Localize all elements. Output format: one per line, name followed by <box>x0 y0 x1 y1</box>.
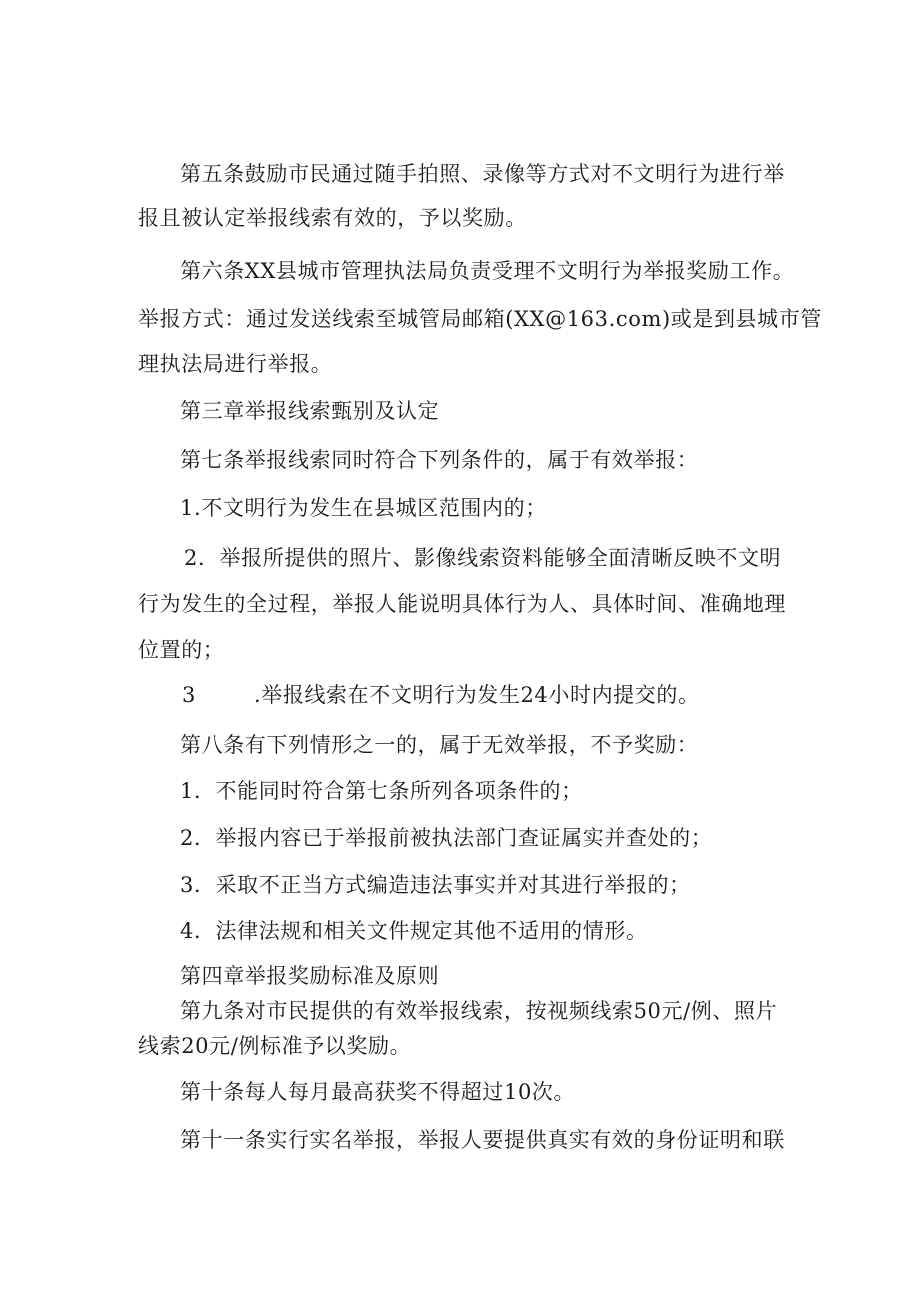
list-item: 1.不文明行为发生在县城区范围内的； <box>180 496 547 520</box>
list-item: 2．举报所提供的照片、影像线索资料能够全面清晰反映不文明 <box>184 546 782 570</box>
list-number: 3 <box>182 683 196 707</box>
paragraph-line: 第十条每人每月最高获奖不得超过10次。 <box>180 1080 576 1104</box>
paragraph-line: 第八条有下列情形之一的，属于无效举报，不予奖励： <box>180 733 699 757</box>
list-item: 2．举报内容已于举报前被执法部门查证属实并查处的； <box>180 826 713 850</box>
list-item-text: .举报线索在不文明行为发生24小时内提交的。 <box>253 683 700 707</box>
paragraph-line: 报且被认定举报线索有效的，予以奖励。 <box>138 206 527 230</box>
paragraph-line: 第七条举报线索同时符合下列条件的，属于有效举报： <box>180 448 699 472</box>
paragraph-line: 第十一条实行实名举报，举报人要提供真实有效的身份证明和联 <box>180 1128 785 1152</box>
paragraph-line: 行为发生的全过程，举报人能说明具体行为人、具体时间、准确地理 <box>138 592 786 616</box>
chapter-heading: 第三章举报线索甄别及认定 <box>180 399 440 423</box>
list-item: 4．法律法规和相关文件规定其他不适用的情形。 <box>180 919 648 943</box>
chapter-heading: 第四章举报奖励标准及原则 <box>180 964 440 988</box>
paragraph-line: 第九条对市民提供的有效举报线索，按视频线索50元/例、照片 <box>180 999 778 1023</box>
paragraph-line: 第五条鼓励市民通过随手拍照、录像等方式对不文明行为进行举 <box>180 162 785 186</box>
paragraph-line: 第六条XX县城市管理执法局负责受理不文明行为举报奖励工作。 <box>180 259 795 283</box>
list-item: 3．采取不正当方式编造违法事实并对其进行举报的； <box>180 873 691 897</box>
list-item <box>182 681 700 709</box>
paragraph-line: 位置的； <box>138 638 225 662</box>
paragraph-line: 线索20元/例标准予以奖励。 <box>138 1034 412 1058</box>
paragraph-line: 举报方式：通过发送线索至城管局邮箱(XX@163.com)或是到县城市管 <box>138 307 822 331</box>
paragraph-line: 理执法局进行举报。 <box>138 352 333 376</box>
list-item: 1．不能同时符合第七条所列各项条件的； <box>180 779 583 803</box>
